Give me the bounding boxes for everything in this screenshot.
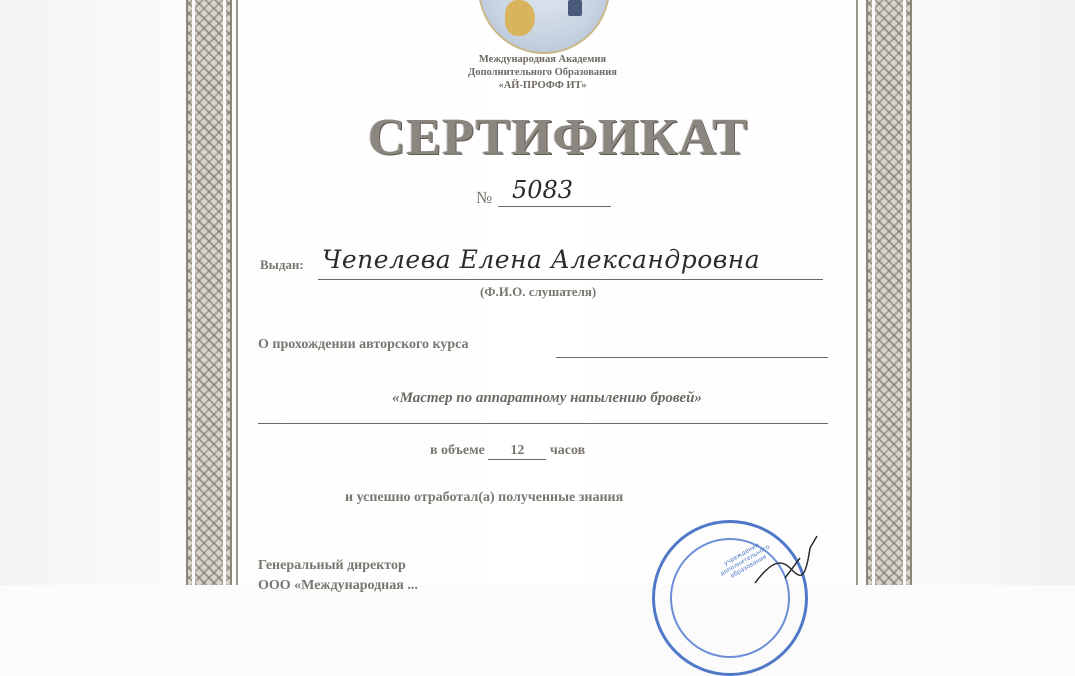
volume-line bbox=[430, 443, 585, 460]
left-ornamental-border bbox=[186, 0, 232, 585]
emblem-book-icon bbox=[568, 0, 582, 16]
certificate-number: 5083 bbox=[512, 176, 574, 204]
academy-line-3: «АЙ-ПРОФФ ИТ» bbox=[498, 80, 587, 91]
volume-prefix: в объеме bbox=[430, 443, 485, 458]
recipient-underline bbox=[318, 279, 823, 280]
emblem-figure-icon bbox=[505, 0, 535, 36]
director-title: Генеральный директор bbox=[258, 558, 406, 573]
academy-line-2: Дополнительного Образования bbox=[468, 67, 617, 78]
stamp-text: учреждение дополнительного образования bbox=[718, 541, 772, 580]
left-inner-line bbox=[236, 0, 238, 585]
right-inner-line bbox=[856, 0, 858, 585]
course-label: О прохождении авторского курса bbox=[258, 337, 469, 352]
issued-label: Выдан: bbox=[260, 257, 304, 272]
certificate-title: СЕРТИФИКАТ bbox=[368, 109, 749, 166]
academy-name bbox=[430, 53, 655, 92]
recipient-caption: (Ф.И.О. слушателя) bbox=[480, 284, 597, 299]
number-prefix: № bbox=[476, 188, 493, 207]
course-name: «Мастер по аппаратному напылению бровей» bbox=[392, 390, 702, 406]
course-label-underline bbox=[556, 357, 828, 358]
number-underline bbox=[498, 206, 611, 207]
recipient-name: Чепелева Елена Александровна bbox=[322, 245, 761, 274]
right-ornamental-border bbox=[866, 0, 912, 585]
volume-suffix: часов bbox=[549, 443, 586, 458]
organization-name: ООО «Международная ... bbox=[258, 578, 418, 593]
completion-text: и успешно отработал(а) полученные знания bbox=[345, 490, 624, 505]
volume-hours: 12 bbox=[488, 443, 546, 460]
director-signature bbox=[745, 528, 825, 588]
course-underline bbox=[258, 423, 828, 424]
academy-line-1: Международная Академия bbox=[478, 54, 607, 65]
